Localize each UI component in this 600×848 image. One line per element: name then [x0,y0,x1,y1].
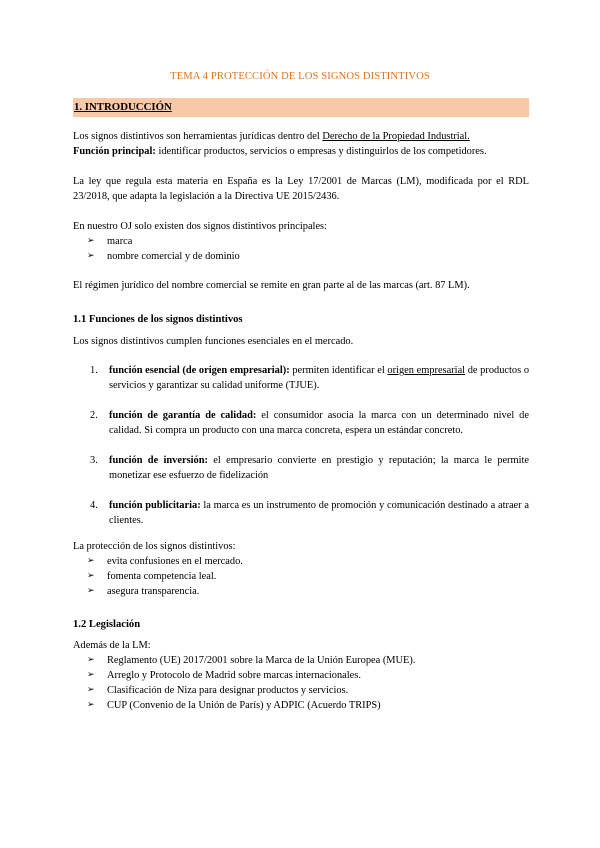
list-item-text: CUP (Convenio de la Unión de París) y ADPIC (Acuerdo TRIPS) [107,700,381,711]
list-item [73,249,529,264]
document-title: TEMA 4 PROTECCIÓN DE LOS SIGNOS DISTINTIVOS [170,71,430,82]
item-number: 1. [90,365,98,376]
propiedad-industrial-link: Derecho de la Propiedad Industrial. [322,131,470,142]
intro-p1 [73,129,529,159]
intro-paragraph-1 [73,129,529,159]
list-item-text: asegura transparencia. [107,586,200,597]
section-heading-introduccion [73,98,529,117]
list-item [73,554,529,569]
item-text-rest: de productos o servicios y garantizar su calidad uniforme (TJUE). [109,365,530,391]
section-1-1 [73,312,529,327]
section-1-2-heading: 1.2 Legislación [73,619,141,630]
section-1-2 [73,617,529,632]
legislacion-list [73,653,529,713]
intro-paragraph-3 [73,219,529,264]
arrow-bullet-icon: ➢ [87,700,95,710]
list-item [73,698,529,713]
list-item [73,363,529,393]
section-1-1-lead-block [73,334,529,349]
intro-p3: En nuestro OJ solo existen dos signos distintivos principales: [73,221,327,232]
item-number: 3. [90,455,98,466]
list-item [73,569,529,584]
list-item-text: Clasificación de Niza para designar productos y servicios. [107,685,349,696]
list-item [73,584,529,599]
section-heading-label: 1. INTRODUCCIÓN [74,101,172,113]
intro-p1-text: Los signos distintivos son herramientas jurídicas dentro del [73,131,323,142]
intro-p4: El régimen jurídico del nombre comercial se remite en gran parte al de las marcas (art. 87 LM). [73,280,470,291]
list-item [73,408,529,438]
proteccion-list [73,554,529,599]
list-item [73,234,529,249]
item-number: 2. [90,410,98,421]
item-text: el empresario convierte en prestigio y reputación; la marca le permite monetizar ese esfuerzo de fidelización [109,455,529,481]
arrow-bullet-icon: ➢ [87,670,95,680]
item-number: 4. [90,500,98,511]
signos-list [73,234,529,264]
list-item [73,653,529,668]
list-item-text: marca [107,236,133,247]
section-1-1-lead: Los signos distintivos cumplen funciones esenciales en el mercado. [73,336,354,347]
list-item-text: Reglamento (UE) 2017/2001 sobre la Marca de la Unión Europea (MUE). [107,655,416,666]
proteccion-lead: La protección de los signos distintivos: [73,541,236,552]
origen-empresarial-underline: origen empresarial [387,365,466,376]
funcion-principal-label: Función principal: [73,146,156,157]
arrow-bullet-icon: ➢ [87,556,95,566]
arrow-bullet-icon: ➢ [87,685,95,695]
item-title: función esencial (de origen empresarial): [109,365,290,376]
funciones-list-block [73,363,529,543]
item-title: función publicitaria: [109,500,201,511]
list-item [73,683,529,698]
section-1-1-heading: 1.1 Funciones de los signos distintivos [73,314,243,325]
funciones-list [73,363,529,528]
item-text: el consumidor asocia la marca con un determinado nivel de calidad. Si compra un producto con una marca concreta, espera un estándar concreto. [109,410,529,436]
arrow-bullet-icon: ➢ [87,586,95,596]
intro-p1-rest: identificar productos, servicios o empresas y distinguirlos de los competidores. [155,146,487,157]
arrow-bullet-icon: ➢ [87,236,95,246]
intro-paragraph-2 [73,174,529,204]
list-item-text: fomenta competencia leal. [107,571,217,582]
list-item [73,668,529,683]
proteccion-block [73,539,529,599]
intro-paragraph-4 [73,278,529,293]
legislacion-block [73,638,529,713]
list-item-text: Arreglo y Protocolo de Madrid sobre marcas internacionales. [107,670,361,681]
item-text: la marca es un instrumento de promoción y comunicación destinado a atraer a clientes. [109,500,529,526]
list-item [73,498,529,528]
list-item [73,453,529,483]
arrow-bullet-icon: ➢ [87,571,95,581]
arrow-bullet-icon: ➢ [87,655,95,665]
arrow-bullet-icon: ➢ [87,251,95,261]
list-item-text: evita confusiones en el mercado. [107,556,243,567]
list-item-text: nombre comercial y de dominio [107,251,240,262]
intro-p2: La ley que regula esta materia en España es la Ley 17/2001 de Marcas (LM), modificada por el RDL 23/2018, que adapta la legislación a la Directiva UE 2015/2436. [73,176,529,202]
item-text: permiten identificar el [289,365,388,376]
legislacion-lead: Además de la LM: [73,640,151,651]
item-title: función de garantía de calidad: [109,410,257,421]
item-title: función de inversión: [109,455,208,466]
